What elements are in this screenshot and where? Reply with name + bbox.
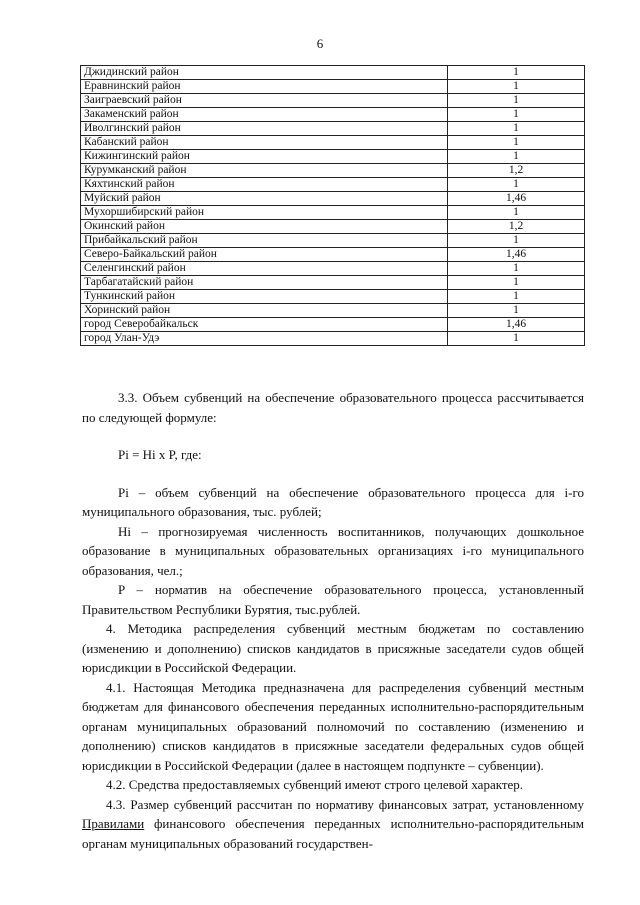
table-row	[81, 248, 585, 262]
table-body	[81, 66, 585, 346]
district-name-cell: Северо-Байкальский район	[81, 248, 448, 262]
coefficient-cell: 1	[448, 80, 585, 94]
table-row	[81, 192, 585, 206]
table-row	[81, 164, 585, 178]
table-row	[81, 318, 585, 332]
table-row	[81, 178, 585, 192]
coefficient-cell: 1	[448, 178, 585, 192]
district-name-cell: Муйский район	[81, 192, 448, 206]
district-name-cell: Джидинский район	[81, 66, 448, 80]
table-row	[81, 290, 585, 304]
table-row	[81, 262, 585, 276]
table-row	[81, 234, 585, 248]
district-coefficient-table	[80, 65, 585, 346]
coefficient-cell: 1	[448, 262, 585, 276]
district-name-cell: город Северобайкальск	[81, 318, 448, 332]
coefficient-cell: 1,46	[448, 192, 585, 206]
coefficient-cell: 1,2	[448, 220, 585, 234]
table-row	[81, 108, 585, 122]
coefficient-cell: 1	[448, 304, 585, 318]
coefficient-cell: 1	[448, 136, 585, 150]
table-row	[81, 276, 585, 290]
paragraph-4-3	[82, 795, 584, 854]
table-row	[81, 206, 585, 220]
paragraph-4-3-start: 4.3. Размер субвенций рассчитан по нормативу финансовых затрат, установленному	[106, 796, 584, 812]
table-row	[81, 150, 585, 164]
district-name-cell: Окинский район	[81, 220, 448, 234]
district-name-cell: Закаменский район	[81, 108, 448, 122]
paragraph-4-2: 4.2. Средства предоставляемых субвенций имеют строго целевой характер.	[106, 777, 524, 792]
rules-link[interactable]: Правилами	[82, 816, 145, 831]
district-name-cell: Еравнинский район	[81, 80, 448, 94]
coefficient-cell: 1	[448, 108, 585, 122]
table-row	[81, 220, 585, 234]
coefficient-cell: 1	[448, 332, 585, 346]
page-number: 6	[316, 36, 324, 51]
coefficient-cell: 1	[448, 290, 585, 304]
paragraph-3-3: 3.3. Объем субвенций на обеспечение образовательного процесса рассчитывается по следующей формуле:	[82, 390, 584, 425]
coefficient-cell: 1	[448, 206, 585, 220]
paragraph-4-1: 4.1. Настоящая Методика предназначена для распределения субвенций местным бюджетам для финансового обеспечения переданных исполнительно-распорядительным органам муниципальных образований полномочий по составлению (изменению и дополнению) списков кандидатов в присяжные заседатели федеральных судов общей юрисдикции в Российской Федерации (далее в настоящем подпункте – субвенции).	[82, 679, 584, 773]
table-row	[81, 304, 585, 318]
table-row	[81, 136, 585, 150]
district-name-cell: город Улан-Удэ	[81, 332, 448, 346]
table-row	[81, 122, 585, 136]
paragraph-4-3-end: финансового обеспечения переданных исполнительно-распорядительным органам муниципальных образований государствен-	[82, 816, 584, 851]
coefficient-cell: 1	[448, 150, 585, 164]
coefficient-cell: 1	[448, 94, 585, 108]
district-name-cell: Кяхтинский район	[81, 178, 448, 192]
district-name-cell: Заиграевский район	[81, 94, 448, 108]
formula: Pi = Hi x P, где:	[118, 447, 202, 462]
coefficient-cell: 1,46	[448, 318, 585, 332]
district-name-cell: Прибайкальский район	[81, 234, 448, 248]
district-name-cell: Курумканский район	[81, 164, 448, 178]
document-body	[82, 388, 584, 853]
coefficient-cell: 1,2	[448, 164, 585, 178]
coefficient-cell: 1	[448, 234, 585, 248]
district-name-cell: Иволгинский район	[81, 122, 448, 136]
district-name-cell: Мухоршибирский район	[81, 206, 448, 220]
district-name-cell: Селенгинский район	[81, 262, 448, 276]
district-name-cell: Кабанский район	[81, 136, 448, 150]
district-name-cell: Тарбагатайский район	[81, 276, 448, 290]
table-row	[81, 80, 585, 94]
paragraph-4: 4. Методика распределения субвенций местным бюджетам по составлению (изменению и дополнению) списков кандидатов в присяжные заседатели судов общей юрисдикции в Российской Федерации.	[82, 621, 584, 675]
table-row	[81, 94, 585, 108]
table-row	[81, 66, 585, 80]
table-row	[81, 332, 585, 346]
coefficient-cell: 1	[448, 122, 585, 136]
definition-pi: Pi – объем субвенций на обеспечение образовательного процесса для i-го муниципального образования, тыс. рублей;	[82, 484, 584, 519]
district-name-cell: Тункинский район	[81, 290, 448, 304]
coefficient-cell: 1	[448, 276, 585, 290]
district-name-cell: Хоринский район	[81, 304, 448, 318]
coefficient-cell: 1,46	[448, 248, 585, 262]
definition-p: P – норматив на обеспечение образовательного процесса, установленный Правительством Республики Бурятия, тыс.рублей.	[82, 582, 584, 617]
coefficient-cell: 1	[448, 66, 585, 80]
district-name-cell: Кижингинский район	[81, 150, 448, 164]
definition-hi: Hi – прогнозируемая численность воспитанников, получающих дошкольное образование в муниципальных образовательных организациях i-го муниципального образования, чел.;	[82, 523, 584, 578]
